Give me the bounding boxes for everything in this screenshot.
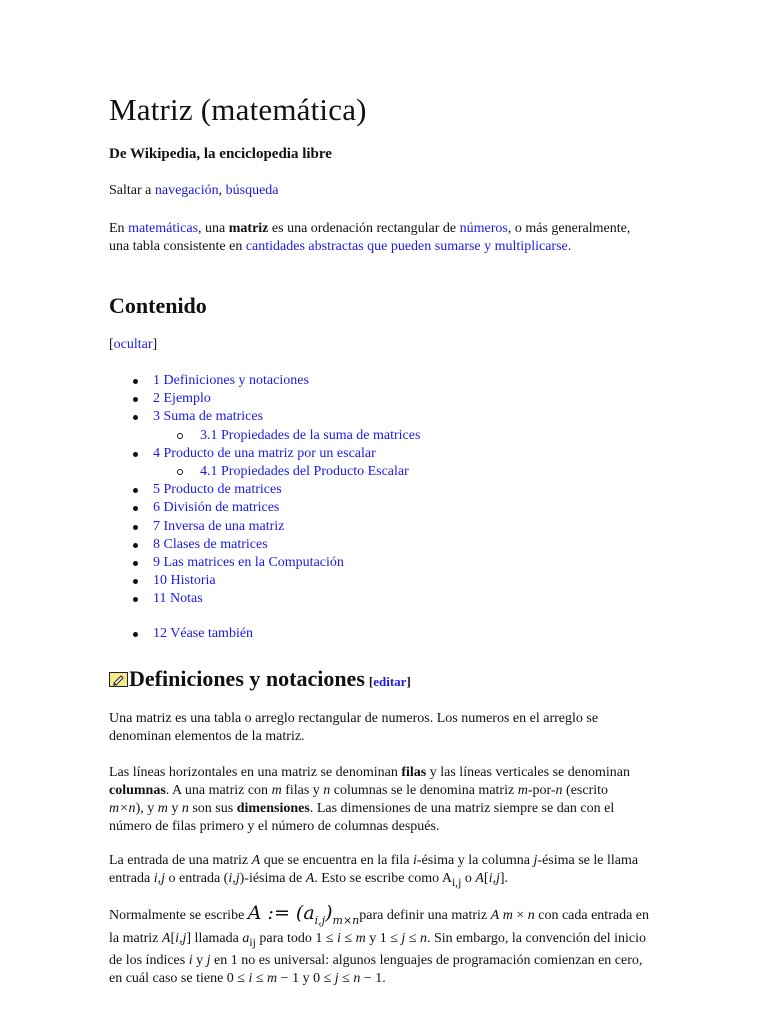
jump-links [109, 183, 279, 199]
text: son sus [188, 801, 237, 816]
toc-link[interactable]: 3.1 Propiedades de la suma de matrices [200, 427, 421, 443]
toc-item [131, 408, 420, 426]
jump-prefix: Saltar a [109, 183, 155, 198]
text: ≤ [340, 930, 356, 946]
math-var: n [527, 908, 535, 923]
toc-link[interactable]: 10 Historia [153, 573, 216, 589]
text: − 1 y 0 ≤ [277, 970, 335, 986]
math-var: a [242, 930, 250, 946]
math-var: n [181, 801, 189, 816]
math-var: m [517, 783, 528, 798]
toc-item [131, 625, 420, 643]
text: que se encuentra en la fila [260, 853, 413, 868]
toc-item [131, 372, 420, 390]
math-var: m [271, 783, 282, 798]
jump-separator: , [218, 183, 226, 198]
math-var: j [334, 970, 339, 986]
math-var: i [412, 853, 417, 868]
navigation-link[interactable]: navegación [154, 183, 219, 198]
toc-link[interactable]: 9 Las matrices en la Computación [153, 554, 344, 570]
math-var: j [401, 930, 406, 946]
math-var: n [323, 783, 331, 798]
toc-item [131, 572, 420, 590]
toc-link[interactable]: 4.1 Propiedades del Producto Escalar [200, 463, 409, 479]
math-var: A [490, 908, 500, 923]
text: ] llamada [186, 930, 243, 946]
text: . A una matriz con [165, 783, 272, 798]
toc-link[interactable]: 3 Suma de matrices [153, 409, 264, 425]
text: columnas se le denomina matriz [330, 783, 518, 798]
text: La entrada de una matriz [109, 853, 252, 868]
bold-term: matriz [228, 221, 269, 236]
toc-item [131, 445, 420, 463]
text: )-iésima de [239, 871, 306, 886]
bold-term: filas [401, 765, 427, 780]
page-subtitle: De Wikipedia, la enciclopedia libre [109, 146, 332, 162]
math-var: A [305, 871, 315, 886]
math-subscript: ij [249, 935, 256, 949]
toc-link[interactable]: 11 Notas [153, 591, 203, 607]
intro-paragraph [109, 220, 639, 256]
edit-pencil-icon[interactable] [109, 667, 128, 682]
text: , o más generalmente, una tabla consistente en [109, 221, 631, 254]
text: [ [170, 930, 176, 946]
toc-item [131, 518, 420, 536]
section-title: Definiciones y notaciones [129, 666, 365, 691]
math-subscript: i,j [451, 875, 462, 889]
toc-link[interactable]: 6 División de matrices [153, 500, 280, 516]
toc-link[interactable]: 1 Definiciones y notaciones [153, 373, 309, 388]
text: . [567, 239, 572, 254]
toc-list [131, 372, 420, 644]
toc-heading: Contenido [109, 293, 207, 318]
text: ≤ [252, 970, 268, 986]
text: y [167, 801, 182, 816]
math-var: m [267, 970, 278, 986]
link-cantidades-abstractas[interactable]: cantidades abstractas que pueden sumarse y multiplicarse [245, 239, 568, 254]
text: con cada entrada en la matriz [109, 908, 649, 946]
toc-link[interactable]: 12 Véase también [153, 626, 254, 642]
math-var: A [475, 871, 484, 886]
toc-hide-link[interactable]: ocultar [113, 337, 153, 352]
toc-item [131, 590, 420, 608]
text: es una ordenación rectangular de [268, 221, 460, 236]
page-title: Matriz (matemática) [109, 92, 367, 127]
section-heading [109, 666, 411, 692]
text: y las líneas verticales se denominan [426, 765, 630, 780]
text: filas y [281, 783, 324, 798]
math-var: n [420, 930, 427, 946]
math-var: n [555, 783, 563, 798]
text: − 1. [360, 970, 386, 986]
text: ]. [499, 871, 509, 886]
text: y [192, 952, 207, 968]
math-var: i [188, 952, 193, 968]
paragraph-2 [109, 764, 644, 836]
toc-subitem [131, 463, 420, 481]
text: . Esto se escribe como [314, 871, 442, 886]
text: -por- [527, 783, 556, 798]
math-var: i [337, 930, 341, 946]
math-var: i [248, 970, 253, 986]
text: en 1 no es universal: algunos lenguajes de programación comienzan en cero, en cuál caso se tiene 0 ≤ [109, 952, 643, 986]
edit-link[interactable]: editar [373, 674, 407, 689]
text: o [461, 871, 476, 886]
text: . Sin embargo, la convención del inicio de los índices [109, 930, 647, 968]
bracket: ] [152, 337, 158, 352]
math-var: m [157, 801, 168, 816]
bracket: [ [368, 674, 374, 689]
bold-term: dimensiones [236, 801, 310, 816]
text: y 1 ≤ [365, 930, 402, 946]
math-var: m×n [109, 801, 136, 816]
toc-subitem [131, 427, 420, 445]
text: En [109, 221, 129, 236]
text: para definir una matriz [359, 908, 491, 923]
search-link[interactable]: búsqueda [225, 183, 279, 198]
math-var: A [441, 871, 452, 886]
math-var: n [353, 970, 361, 986]
math-var: j [206, 952, 211, 968]
toc-link[interactable]: 7 Inversa de una matriz [153, 518, 285, 534]
text: × [512, 908, 528, 923]
math-var: m [502, 908, 513, 923]
edit-section [369, 674, 411, 689]
toc-item [131, 536, 420, 554]
link-matematicas[interactable]: matemáticas [128, 221, 199, 236]
text: , una [198, 221, 229, 236]
text: Las líneas horizontales en una matriz se denominan [109, 765, 402, 780]
text: . Las dimensiones de una matriz siempre se dan con el número de filas primero y el número de columnas después. [109, 801, 615, 834]
toc-item [131, 481, 420, 499]
toc-toggle [109, 337, 157, 353]
text: ), y [135, 801, 158, 816]
math-var: m [355, 930, 366, 946]
toc-link[interactable]: 2 Ejemplo [153, 391, 211, 407]
paragraph-3 [109, 852, 644, 892]
toc-item [131, 390, 420, 408]
math-var: i,j [228, 871, 240, 886]
math-var: A [251, 853, 261, 868]
text: o entrada ( [164, 871, 229, 886]
math-var: A [161, 930, 171, 946]
toc-link[interactable]: 4 Producto de una matriz por un escalar [153, 445, 376, 461]
text: [ [483, 871, 489, 886]
toc-link[interactable]: 8 Clases de matrices [153, 536, 268, 552]
text: -ésima se le llama entrada [109, 853, 639, 886]
bold-term: columnas [109, 783, 166, 798]
math-var: i,j [153, 871, 165, 886]
text: ≤ [405, 930, 420, 946]
text: -ésima y la columna [416, 853, 534, 868]
math-var: i,j [175, 930, 187, 946]
text: para todo 1 ≤ [255, 930, 338, 946]
text: Normalmente se escribe [109, 908, 248, 923]
math-var: j [533, 853, 538, 868]
text: ≤ [338, 970, 354, 986]
bracket: [ [109, 337, 114, 352]
text: (escrito [562, 783, 609, 798]
math-var: i,j [488, 871, 500, 886]
formula-subscript: i,j [314, 913, 326, 927]
bracket: ] [406, 674, 411, 689]
toc-item [131, 554, 420, 572]
math-formula [247, 902, 360, 927]
toc-link[interactable]: 5 Producto de matrices [153, 482, 282, 498]
link-numeros[interactable]: números [459, 221, 508, 236]
toc-item [131, 499, 420, 517]
paragraph-1: Una matriz es una tabla o arreglo rectangular de numeros. Los numeros en el arreglo se denominan elementos de la matriz. [109, 711, 599, 744]
formula-subscript: m×n [332, 913, 360, 927]
formula-part: ) [325, 902, 333, 924]
paragraph-4 [109, 904, 649, 988]
formula-part: A := (a [247, 902, 315, 924]
